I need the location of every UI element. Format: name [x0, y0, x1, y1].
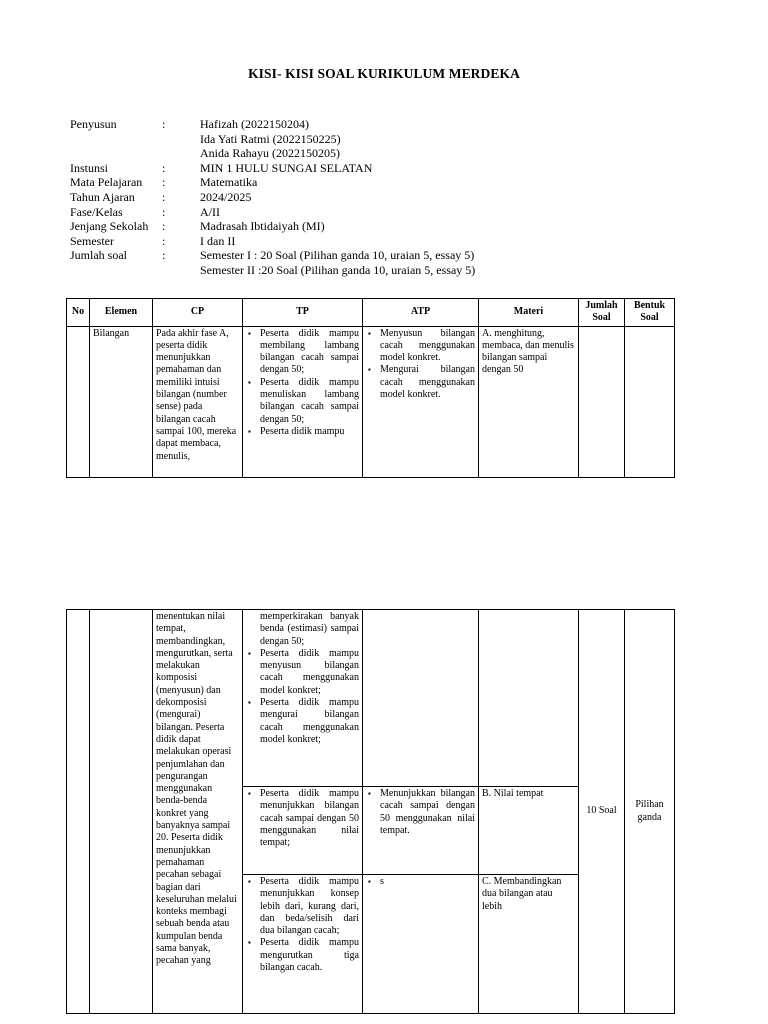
tp-list	[246, 788, 359, 849]
info-separator: :	[162, 219, 166, 234]
info-value: Semester II :20 Soal (Pilihan ganda 10, uraian 5, essay 5)	[200, 262, 476, 277]
info-row	[70, 263, 475, 278]
header-no: No	[67, 299, 90, 327]
tp-continued-text: memperkirakan banyak benda (estimasi) sampai dengan 50;	[260, 611, 359, 647]
info-separator: :	[162, 233, 166, 248]
info-value: Hafizah (2022150204)	[200, 117, 309, 131]
atp-list	[366, 788, 475, 837]
info-label	[70, 132, 162, 147]
tp-list	[246, 876, 359, 974]
info-row	[70, 161, 475, 176]
bullet-item: ▪ Peserta didik mampu mengurutkan tiga bilangan cacah.	[260, 937, 359, 974]
info-separator: :	[162, 175, 166, 190]
cell-cp: Pada akhir fase A, peserta didik menunjukkan pemahaman dan memiliki intuisi bilangan (number sense) pada bilangan cacah sampai 100, mereka dapat membaca, menulis,	[153, 326, 243, 477]
cell-atp-row3	[363, 875, 479, 1014]
info-value: I dan II	[200, 233, 236, 248]
cell-tp-row3	[243, 875, 363, 1014]
info-label	[70, 263, 162, 278]
cell-no	[67, 610, 90, 1014]
cell-materi: A. menghitung, membaca, dan menulis bilangan sampai dengan 50	[479, 326, 579, 477]
tp-list	[246, 328, 359, 439]
header-bentuk-soal: Bentuk Soal	[625, 299, 675, 327]
info-row	[70, 132, 475, 147]
info-row	[70, 219, 475, 234]
bullet-item: ▪ s	[380, 876, 475, 888]
info-value: 2024/2025	[200, 189, 252, 204]
info-label: Instunsi	[70, 160, 109, 175]
cell-bentuk-soal: Pilihan ganda	[625, 610, 675, 1014]
cell-tp-row1	[243, 610, 363, 787]
info-value: A/II	[200, 204, 220, 219]
info-value: Matematika	[200, 175, 258, 190]
cell-tp-row2	[243, 787, 363, 875]
cell-atp-row1	[363, 610, 479, 787]
bullet-item: ▪ Menyusun bilangan cacah menggunakan model konkret.	[380, 328, 475, 365]
header-cp: CP	[153, 299, 243, 327]
info-separator: :	[162, 117, 166, 131]
info-row	[70, 117, 475, 132]
info-separator: :	[162, 248, 166, 263]
atp-list	[366, 328, 475, 402]
cell-elemen	[90, 610, 153, 1014]
info-value: Ida Yati Ratmi (2022150225)	[200, 131, 341, 146]
info-label: Jumlah soal	[70, 248, 127, 263]
kisi-table-page-1	[66, 298, 675, 478]
header-atp: ATP	[363, 299, 479, 327]
info-row	[70, 190, 475, 205]
header-materi: Materi	[479, 299, 579, 327]
header-jumlah-soal: Jumlah Soal	[579, 299, 625, 327]
cell-materi-row2: B. Nilai tempat	[479, 787, 579, 875]
info-label: Fase/Kelas	[70, 204, 123, 219]
info-label: Mata Pelajaran	[70, 175, 143, 190]
bullet-item: ▪ Peserta didik mampu menunjukkan bilangan cacah sampai dengan 50 menggunakan nilai tempat;	[260, 788, 359, 849]
info-row	[70, 146, 475, 161]
cell-no	[67, 326, 90, 477]
cell-tp	[243, 326, 363, 477]
info-row	[70, 234, 475, 249]
info-value: MIN 1 HULU SUNGAI SELATAN	[200, 160, 373, 175]
info-separator: :	[162, 204, 166, 219]
bullet-item: ▪ Mengurai bilangan cacah menggunakan model konkret.	[380, 364, 475, 401]
info-row	[70, 205, 475, 220]
info-row	[70, 175, 475, 190]
bullet-item: ▪ Peserta didik mampu mengurai bilangan cacah menggunakan model konkret;	[260, 697, 359, 746]
info-separator	[162, 263, 200, 278]
bullet-item: ▪ Peserta didik mampu membilang lambang bilangan cacah sampai dengan 50;	[260, 328, 359, 377]
cell-jumlah-soal: 10 Soal	[579, 610, 625, 1014]
info-value: Semester I : 20 Soal (Pilihan ganda 10, uraian 5, essay 5)	[200, 248, 475, 263]
bullet-item: ▪ Menunjukkan bilangan cacah sampai dengan 50 menggunakan nilai tempat.	[380, 788, 475, 837]
info-separator: :	[162, 160, 166, 175]
header-elemen: Elemen	[90, 299, 153, 327]
cell-bentuk-soal	[625, 326, 675, 477]
info-label: Penyusun	[70, 117, 117, 131]
info-separator	[162, 146, 200, 161]
info-label: Semester	[70, 233, 114, 248]
cell-elemen: Bilangan	[90, 326, 153, 477]
document-title: KISI- KISI SOAL KURIKULUM MERDEKA	[248, 66, 520, 81]
kisi-table-page-2	[66, 609, 675, 1014]
tp-list	[246, 648, 359, 746]
cell-jumlah-soal	[579, 326, 625, 477]
info-label	[70, 146, 162, 161]
cell-materi-row3: C. Membandingkan dua bilangan atau lebih	[479, 875, 579, 1014]
bullet-item: ▪ Peserta didik mampu menunjukkan konsep lebih dari, kurang dari, dan beda/selisih dari dua bilangan cacah;	[260, 876, 359, 937]
info-row	[70, 248, 475, 263]
bullet-item: ▪ Peserta didik mampu menuliskan lambang bilangan cacah sampai dengan 50;	[260, 377, 359, 426]
info-value: Madrasah Ibtidaiyah (MI)	[200, 219, 325, 234]
info-label: Jenjang Sekolah	[70, 219, 149, 234]
cell-materi-row1	[479, 610, 579, 787]
info-separator: :	[162, 189, 166, 204]
header-tp: TP	[243, 299, 363, 327]
bullet-item: ▪ Peserta didik mampu menyusun bilangan cacah menggunakan model konkret;	[260, 648, 359, 697]
info-block	[70, 117, 475, 278]
info-value: Anida Rahayu (2022150205)	[200, 146, 340, 161]
cell-cp-continued: menentukan nilai tempat, membandingkan, mengurutkan, serta melakukan komposisi (menyusun) dan dekomposisi (mengurai) bilangan. Peserta didik dapat melakukan operasi penjumlahan dan pengurangan menggunakan benda-benda konkret yang banyaknya sampai 20. Peserta didik menunjukkan pemahaman pecahan sebagai bagian dari keseluruhan melalui konteks membagi sebuah benda atau kumpulan benda sama banyak, pecahan yang	[153, 610, 243, 1014]
cell-atp	[363, 326, 479, 477]
atp-list	[366, 876, 475, 888]
info-separator	[162, 132, 200, 147]
info-label: Tahun Ajaran	[70, 189, 135, 204]
bullet-item: ▪ Peserta didik mampu	[260, 426, 359, 438]
cell-atp-row2	[363, 787, 479, 875]
